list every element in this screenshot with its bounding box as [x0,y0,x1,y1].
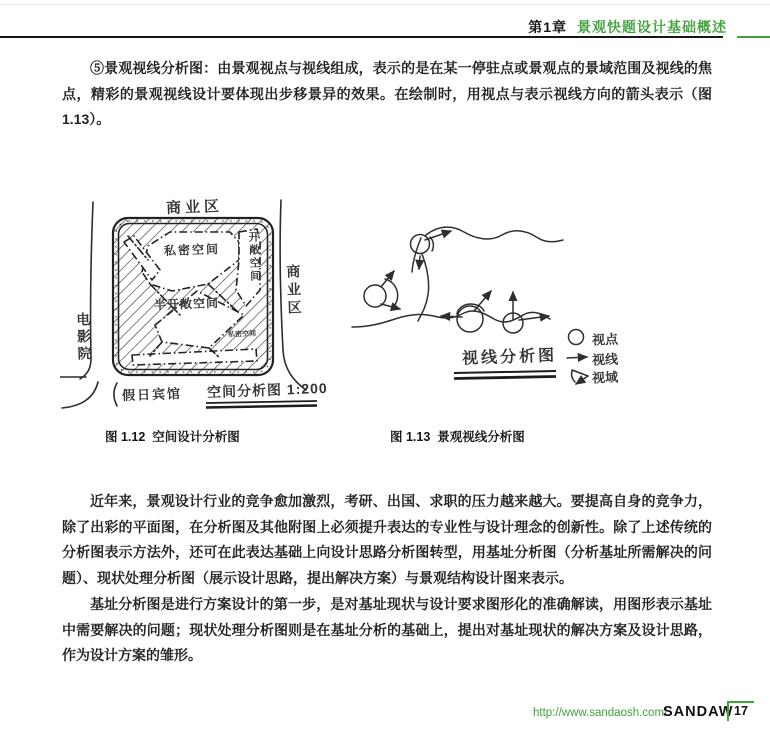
label-commercial-area-right: 商业区 [285,263,303,319]
publisher-url: http://www.sandaosh.com/ [533,707,668,719]
paragraph-competition: 近年来，景观设计行业的竞争愈加激烈，考研、出国、求职的压力越来越大。要提高自身的竞争力，除了出彩的平面图，在分析图及其他附图上必须提升表达的专业性与设计理念的创新性。除了上述传统的分析图表示方法外，还可在此表达基础上向设计思路分析图转型，用基址分析图（分析基址所需解决的问题）、现状处理分析图（展示设计思路，提出解决方案）与景观结构设计图来表示。 [62,493,712,586]
publisher-brand: SANDAW [663,704,734,720]
label-sightline-drawing-title: 视线分析图 [461,347,558,368]
legend-viewfield-icon [572,370,588,384]
paragraph-viewline-analysis: ⑤景观视线分析图：由景观视点与视线组成，表示的是在某一停驻点或景观点的景域范围及视线的焦点，精彩的景观视线设计要体现出步移景异的效果。在绘制时，用视点与表示视线方向的箭头表示（图 1.13）。 [62,60,712,127]
legend-viewpoint-icon [569,330,584,345]
page-header [528,17,727,37]
label-small-private-space: 私密空间 [227,330,257,339]
page-number: 17 [727,701,754,721]
legend-sightline-icon [567,357,587,358]
figure-1-13-caption: 图 1.13 景观视线分析图 [390,430,525,444]
label-private-space: 私密空间 [163,242,221,258]
figure-1-12-caption: 图 1.12 空间设计分析图 [105,430,240,444]
header-rule-black [0,36,723,38]
figure-1-13-sightline-sketch [350,180,642,395]
label-commercial-area-top: 商业区 [165,198,224,217]
legend-label-viewpoint: 视点 [591,331,619,348]
label-open-space: 开敞空间 [247,230,261,284]
scan-edge [0,4,770,5]
chapter-title: 景观快题设计基础概述 [577,19,727,35]
legend-label-viewfield: 视域 [591,369,619,386]
paragraph-site-analysis: 基址分析图是进行方案设计的第一步，是对基址现状与设计要求图形化的准确解读，用图形表示基址中需要解决的问题；现状处理分析图则是在基址分析的基础上，提出对基址现状的解决方案及设计思路，作为设计方案的雏形。 [62,596,712,663]
label-semi-open-space: 半开敞空间 [153,295,220,313]
label-holiday-hotel: 假日宾馆 [121,385,183,404]
chapter-label: 第1章 [528,19,567,35]
label-drawing-title-scale: 空间分析图 1:200 [206,379,328,401]
header-rule-green [737,36,770,38]
figure-1-12-space-analysis-sketch [60,172,340,424]
legend-label-sightline: 视线 [591,351,619,368]
label-cinema: 电影院 [75,311,93,364]
